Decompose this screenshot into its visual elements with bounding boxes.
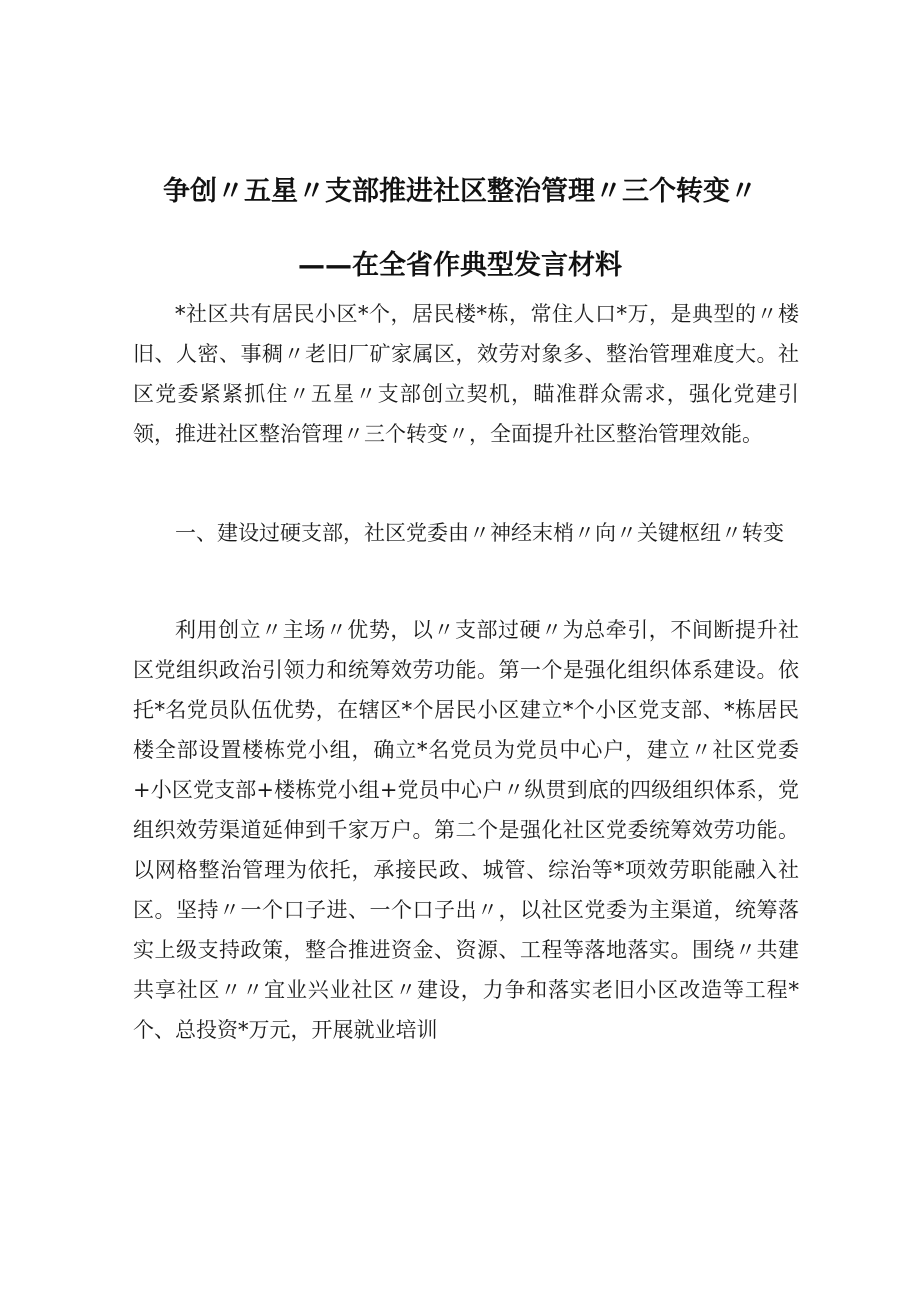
body-paragraph: 利用创立〃主场〃优势，以〃支部过硬〃为总牵引，不间断提升社区党组织政治引领力和统筹效劳功能。第一个是强化组织体系建设。依托*名党员队伍优势，在辖区*个居民小区建立*个小区党支部、*栋居民楼全部设置楼栋党小组，确立*名党员为党员中心户，建立〃社区党委+小区党支部+楼栋党小组+党员中心户〃纵贯到底的四级组织体系，党组织效劳渠道延伸到千家万户。第二个是强化社区党委统筹效劳功能。以网格整治管理为依托，承接民政、城管、综治等*项效劳职能融入社区。坚持〃一个口子进、一个口子出〃，以社区党委为主渠道，统筹落实上级支持政策，整合推进资金、资源、工程等落地落实。围绕〃共建共享社区〃〃宜业兴业社区〃建设，力争和落实老旧小区改造等工程*个、总投资*万元，开展就业培训 [133, 618, 799, 1042]
section-heading: 一、建设过硬支部，社区党委由〃神经末梢〃向〃关键枢纽〃转变 [175, 521, 784, 545]
document-title: 争创〃五星〃支部推进社区整治管理〃三个转变〃 [163, 176, 757, 207]
document-subtitle: ——在全省作典型发言材料 [298, 250, 622, 281]
intro-paragraph: *社区共有居民小区*个，居民楼*栋，常住人口*万，是典型的〃楼旧、人密、事稠〃老旧厂矿家属区，效劳对象多、整治管理难度大。社区党委紧紧抓住〃五星〃支部创立契机，瞄准群众需求，强化党建引领，推进社区整治管理〃三个转变〃，全面提升社区整治管理效能。 [133, 302, 799, 446]
